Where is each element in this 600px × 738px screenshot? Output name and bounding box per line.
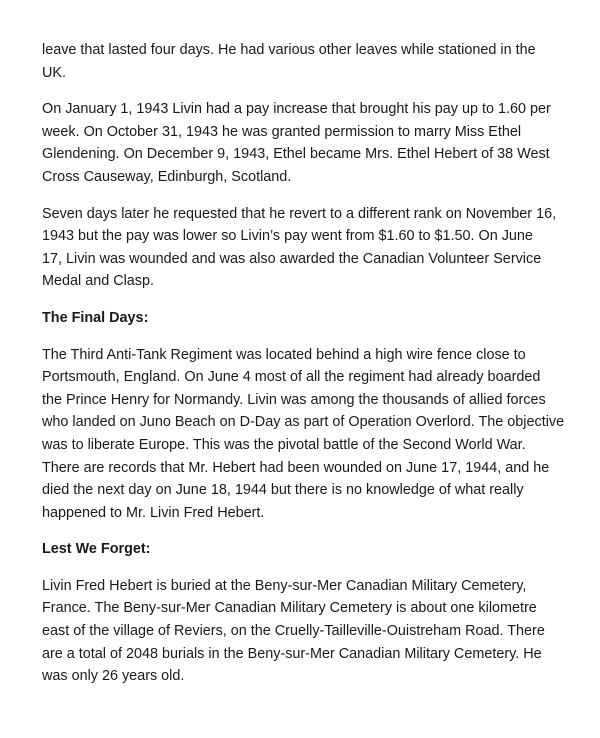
text-line: France. The Beny-sur-Mer Canadian Military Cemetery is about one kilometre <box>42 600 537 617</box>
text-line: who landed on Juno Beach on D-Day as part of Operation Overlord. The objective <box>42 414 565 431</box>
text-line: week. On October 31, 1943 he was granted permission to marry Miss Ethel <box>42 123 522 140</box>
paragraph-leave <box>42 39 562 84</box>
text-line: The Third Anti-Tank Regiment was located behind a high wire fence close to <box>42 346 526 363</box>
text-line: UK. <box>42 64 66 81</box>
text-line: leave that lasted four days. He had various other leaves while stationed in the <box>42 42 536 58</box>
text-line: was only 26 years old. <box>42 668 185 685</box>
text-line: the Prince Henry for Normandy. Livin was among the thousands of allied forces <box>42 391 546 408</box>
text-line: Livin Fred Hebert is buried at the Beny-sur-Mer Canadian Military Cemetery, <box>42 577 527 594</box>
text-line: Seven days later he requested that he revert to a different rank on November 16, <box>42 205 557 222</box>
paragraph-pay-increase-marriage <box>42 98 562 188</box>
paragraph-rank-revert <box>42 203 562 293</box>
text-line: are a total of 2048 burials in the Beny-sur-Mer Canadian Military Cemetery. He <box>42 645 542 662</box>
text-line: There are records that Mr. Hebert had been wounded on June 17, 1944, and he <box>42 459 550 476</box>
text-line: east of the village of Reviers, on the Cruelly-Tailleville-Ouistreham Road. There <box>42 623 545 640</box>
paragraph-final-days <box>42 344 565 525</box>
text-line: Portsmouth, England. On June 4 most of all the regiment had already boarded <box>42 369 541 386</box>
text-line: 17, Livin was wounded and was also awarded the Canadian Volunteer Service <box>42 250 542 267</box>
text-line: happened to Mr. Livin Fred Hebert. <box>42 504 265 521</box>
text-line: Cross Causeway, Edinburgh, Scotland. <box>42 168 292 185</box>
text-line: Glendening. On December 9, 1943, Ethel became Mrs. Ethel Hebert of 38 West <box>42 146 550 163</box>
text-line: On January 1, 1943 Livin had a pay increase that brought his pay up to 1.60 per <box>42 101 551 118</box>
section-heading-final-days: The Final Days: <box>42 309 149 326</box>
paragraph-burial <box>42 575 562 688</box>
text-line: 1943 but the pay was lower so Livin’s pay went from $1.60 to $1.50. On June <box>42 228 533 245</box>
section-heading-lest-we-forget: Lest We Forget: <box>42 541 151 558</box>
text-line: died the next day on June 18, 1944 but there is no knowledge of what really <box>42 482 524 499</box>
text-line: Medal and Clasp. <box>42 273 154 290</box>
document-page <box>42 39 565 702</box>
text-line: was to liberate Europe. This was the pivotal battle of the Second World War. <box>42 436 526 453</box>
